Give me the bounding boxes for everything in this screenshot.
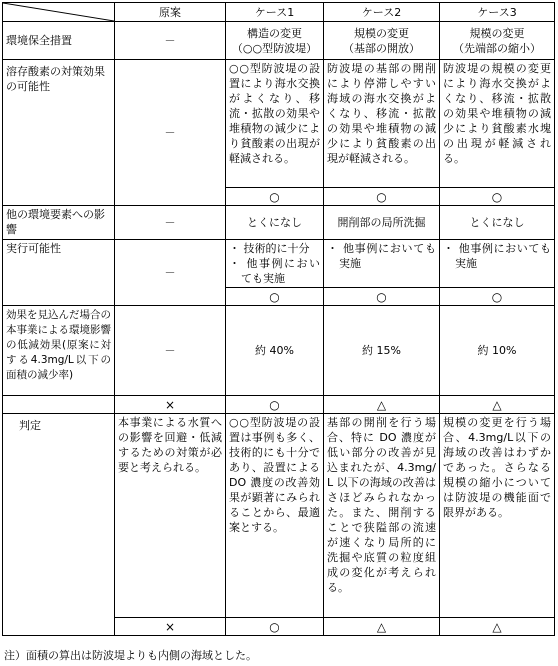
comparison-table bbox=[2, 2, 555, 636]
measure-case3-line2: （先端部の縮小） bbox=[453, 41, 541, 55]
reduction-mark-label bbox=[3, 396, 115, 414]
reduction-case2: 約 15% bbox=[324, 306, 440, 396]
reduction-case3: 約 10% bbox=[440, 306, 555, 396]
effect-case1: ○○型防波堤の設置により海水交換がよくなり、移流・拡散の効果や堆積物の減少により貧酸素の出現が軽減される。 bbox=[226, 60, 324, 188]
feasibility-original: － bbox=[115, 240, 226, 306]
feasibility-mark-case3: ○ bbox=[440, 288, 555, 306]
effect-case2: 防波堤の基部の開削により停滞しやすい海域の海水交換がよくなり、移流・拡散の効果や堆積物の減少により貧酸素の出現が軽減される。 bbox=[324, 60, 440, 188]
header-original: 原案 bbox=[115, 3, 226, 22]
row-label-effect: 溶存酸素の対策効果の可能性 bbox=[3, 60, 115, 206]
reduction-original: － bbox=[115, 306, 226, 396]
header-case2: ケース2 bbox=[324, 3, 440, 22]
measure-case2-line2: （基部の開放） bbox=[343, 41, 420, 55]
row-label-judgement: 判定 bbox=[3, 414, 115, 636]
row-effect bbox=[3, 60, 555, 188]
feasibility-mark-case2: ○ bbox=[324, 288, 440, 306]
header-row bbox=[3, 3, 555, 22]
header-case1: ケース1 bbox=[226, 3, 324, 22]
row-other bbox=[3, 206, 555, 240]
row-reduction bbox=[3, 306, 555, 396]
reduction-case1: 約 40% bbox=[226, 306, 324, 396]
row-judgement bbox=[3, 414, 555, 618]
other-original: － bbox=[115, 206, 226, 240]
feasibility-case1-bullet1: ・ 技術的に十分 bbox=[229, 242, 310, 255]
other-case2: 開削部の局所洗掘 bbox=[324, 206, 440, 240]
reduction-mark-case1: ○ bbox=[226, 396, 324, 414]
judgement-mark-case3: △ bbox=[440, 618, 555, 636]
row-measure bbox=[3, 22, 555, 60]
row-label-other: 他の環境要素への影響 bbox=[3, 206, 115, 240]
measure-case3-line1: 規模の変更 bbox=[469, 26, 525, 40]
feasibility-mark-case1: ○ bbox=[226, 288, 324, 306]
footnote: 注）面積の算出は防波堤よりも内側の海域とした。 bbox=[4, 649, 257, 662]
other-case1: とくになし bbox=[226, 206, 324, 240]
row-label-measure: 環境保全措置 bbox=[3, 22, 115, 60]
judgement-mark-case1: ○ bbox=[226, 618, 324, 636]
judgement-case1: ○○型防波堤の設置は事例も多く、技術的にも十分であり、設置による DO 濃度の改善効果が顕著にみられることから、最適案とする。 bbox=[226, 414, 324, 618]
judgement-original: 本事業による水質への影響を回避・低減するための対策が必要と考えられる。 bbox=[115, 414, 226, 618]
feasibility-case1 bbox=[226, 240, 324, 288]
measure-case1-line2: （○○型防波堤） bbox=[231, 41, 318, 55]
effect-mark-case3: ○ bbox=[440, 188, 555, 206]
feasibility-case2-bullet1: ・ 他事例においても実施 bbox=[327, 242, 436, 270]
reduction-mark-case3: △ bbox=[440, 396, 555, 414]
judgement-mark-original: × bbox=[115, 618, 226, 636]
effect-case3: 防波堤の規模の変更により海水交換がよくなり、移流・拡散の効果や堆積物の減少により貧酸素水塊の出現が軽減される。 bbox=[440, 60, 555, 188]
measure-case3 bbox=[440, 22, 555, 60]
reduction-mark-case2: △ bbox=[324, 396, 440, 414]
feasibility-case2 bbox=[324, 240, 440, 288]
diagonal-line bbox=[3, 3, 114, 21]
other-case3: とくになし bbox=[440, 206, 555, 240]
effect-original: － bbox=[115, 60, 226, 206]
row-reduction-marks bbox=[3, 396, 555, 414]
effect-mark-case1: ○ bbox=[226, 188, 324, 206]
reduction-mark-original: × bbox=[115, 396, 226, 414]
row-feasibility bbox=[3, 240, 555, 288]
judgement-mark-case2: △ bbox=[324, 618, 440, 636]
feasibility-case3-bullet1: ・ 他事例においても実施 bbox=[443, 242, 551, 270]
feasibility-case3 bbox=[440, 240, 555, 288]
header-case3: ケース3 bbox=[440, 3, 555, 22]
row-label-feasibility: 実行可能性 bbox=[3, 240, 115, 306]
measure-case1 bbox=[226, 22, 324, 60]
row-label-reduction: 効果を見込んだ場合の本事業による環境影響の低減効果(原案に対する4.3mg/L以下の面積の減少率) bbox=[3, 306, 115, 396]
judgement-case3: 規模の変更を行う場合、4.3mg/L以下の海域の改善はわずかであった。さらなる規模の縮小については防波堤の機能面で限界がある。 bbox=[440, 414, 555, 618]
measure-original: － bbox=[115, 22, 226, 60]
header-corner-cell bbox=[3, 3, 115, 22]
judgement-case2: 基部の開削を行う場合、特に DO 濃度が低い部分の改善が見込まれたが、4.3mg/L 以下の海域の改善はさほどみられなかった。また、開削することで狭隘部の流速が速くなり局所的に洗掘や底質の粒度組成の変化が考えられる。 bbox=[324, 414, 440, 618]
effect-mark-case2: ○ bbox=[324, 188, 440, 206]
measure-case2 bbox=[324, 22, 440, 60]
measure-case1-line1: 構造の変更 bbox=[247, 26, 302, 40]
measure-case2-line1: 規模の変更 bbox=[354, 26, 409, 40]
feasibility-case1-bullet2: ・ 他事例においても実施 bbox=[229, 257, 320, 285]
